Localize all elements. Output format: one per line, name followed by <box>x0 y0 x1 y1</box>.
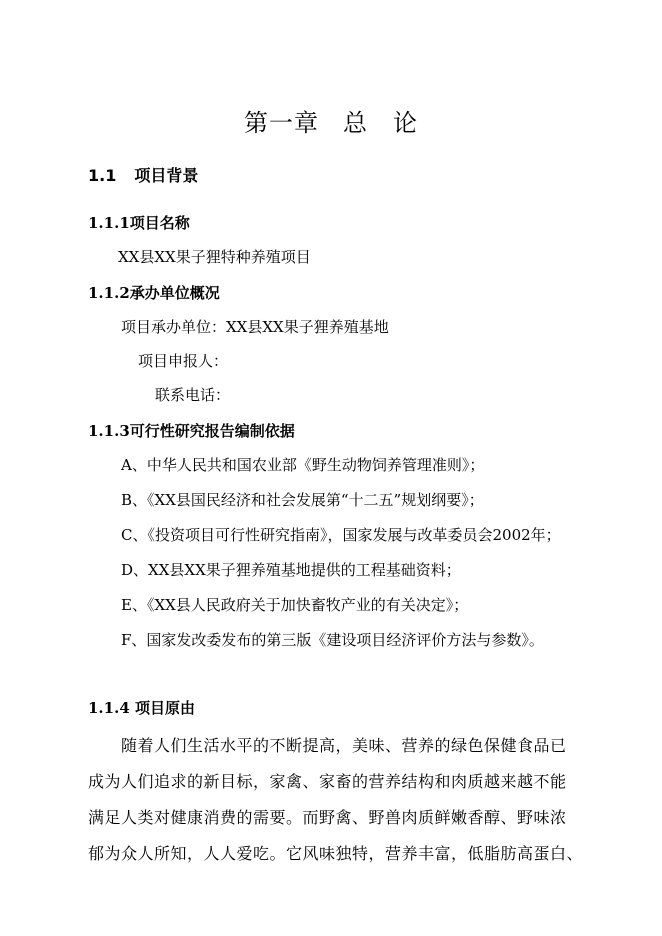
paragraph-line: 随着人们生活水平的不断提高，美味、营养的绿色保健食品已 <box>121 736 567 755</box>
basis-item: E、《XX县人民政府关于加快畜牧产业的有关决定》； <box>121 596 469 614</box>
host-unit-text: 项目承办单位：XX县XX果子狸养殖基地 <box>121 318 389 336</box>
basis-item: B、《XX县国民经济和社会发展第“十二五”规划纲要》； <box>121 491 484 509</box>
project-name-text: XX县XX果子狸特种养殖项目 <box>118 248 311 266</box>
section-number: 1.1 <box>88 166 117 185</box>
basis-item: A、中华人民共和国农业部《野生动物饲养管理准则》； <box>121 456 485 474</box>
chapter-number: 第一章 <box>244 109 319 137</box>
paragraph-line: 成为人们追求的新目标，家禽、家畜的营养结构和肉质越来越不能 <box>88 772 567 791</box>
phone-text: 联系电话： <box>155 386 231 404</box>
basis-item: F、国家发改委发布的第三版《建设项目经济评价方法与参数》。 <box>121 631 544 649</box>
paragraph-line: 满足人类对健康消费的需要。而野禽、野兽肉质鲜嫩香醇、野味浓 <box>88 808 567 827</box>
applicant-text: 项目申报人： <box>138 352 229 370</box>
chapter-name: 总 论 <box>343 109 418 137</box>
subsection-heading-1-1-3: 1.1.3可行性研究报告编制依据 <box>88 422 295 440</box>
chapter-title <box>0 103 662 138</box>
section-heading <box>88 163 198 186</box>
paragraph-line: 郁为众人所知，人人爱吃。它风味独特，营养丰富，低脂肪高蛋白、 <box>88 844 584 863</box>
basis-item: C、《投资项目可行性研究指南》，国家发展与改革委员会2002年； <box>121 526 561 544</box>
section-title: 项目背景 <box>134 166 199 185</box>
subsection-heading-1-1-4: 1.1.4 项目原由 <box>88 699 195 717</box>
subsection-heading-1-1-1: 1.1.1项目名称 <box>88 214 190 232</box>
subsection-heading-1-1-2: 1.1.2承办单位概况 <box>88 284 220 302</box>
basis-item: D、XX县XX果子狸养殖基地提供的工程基础资料； <box>121 561 461 579</box>
